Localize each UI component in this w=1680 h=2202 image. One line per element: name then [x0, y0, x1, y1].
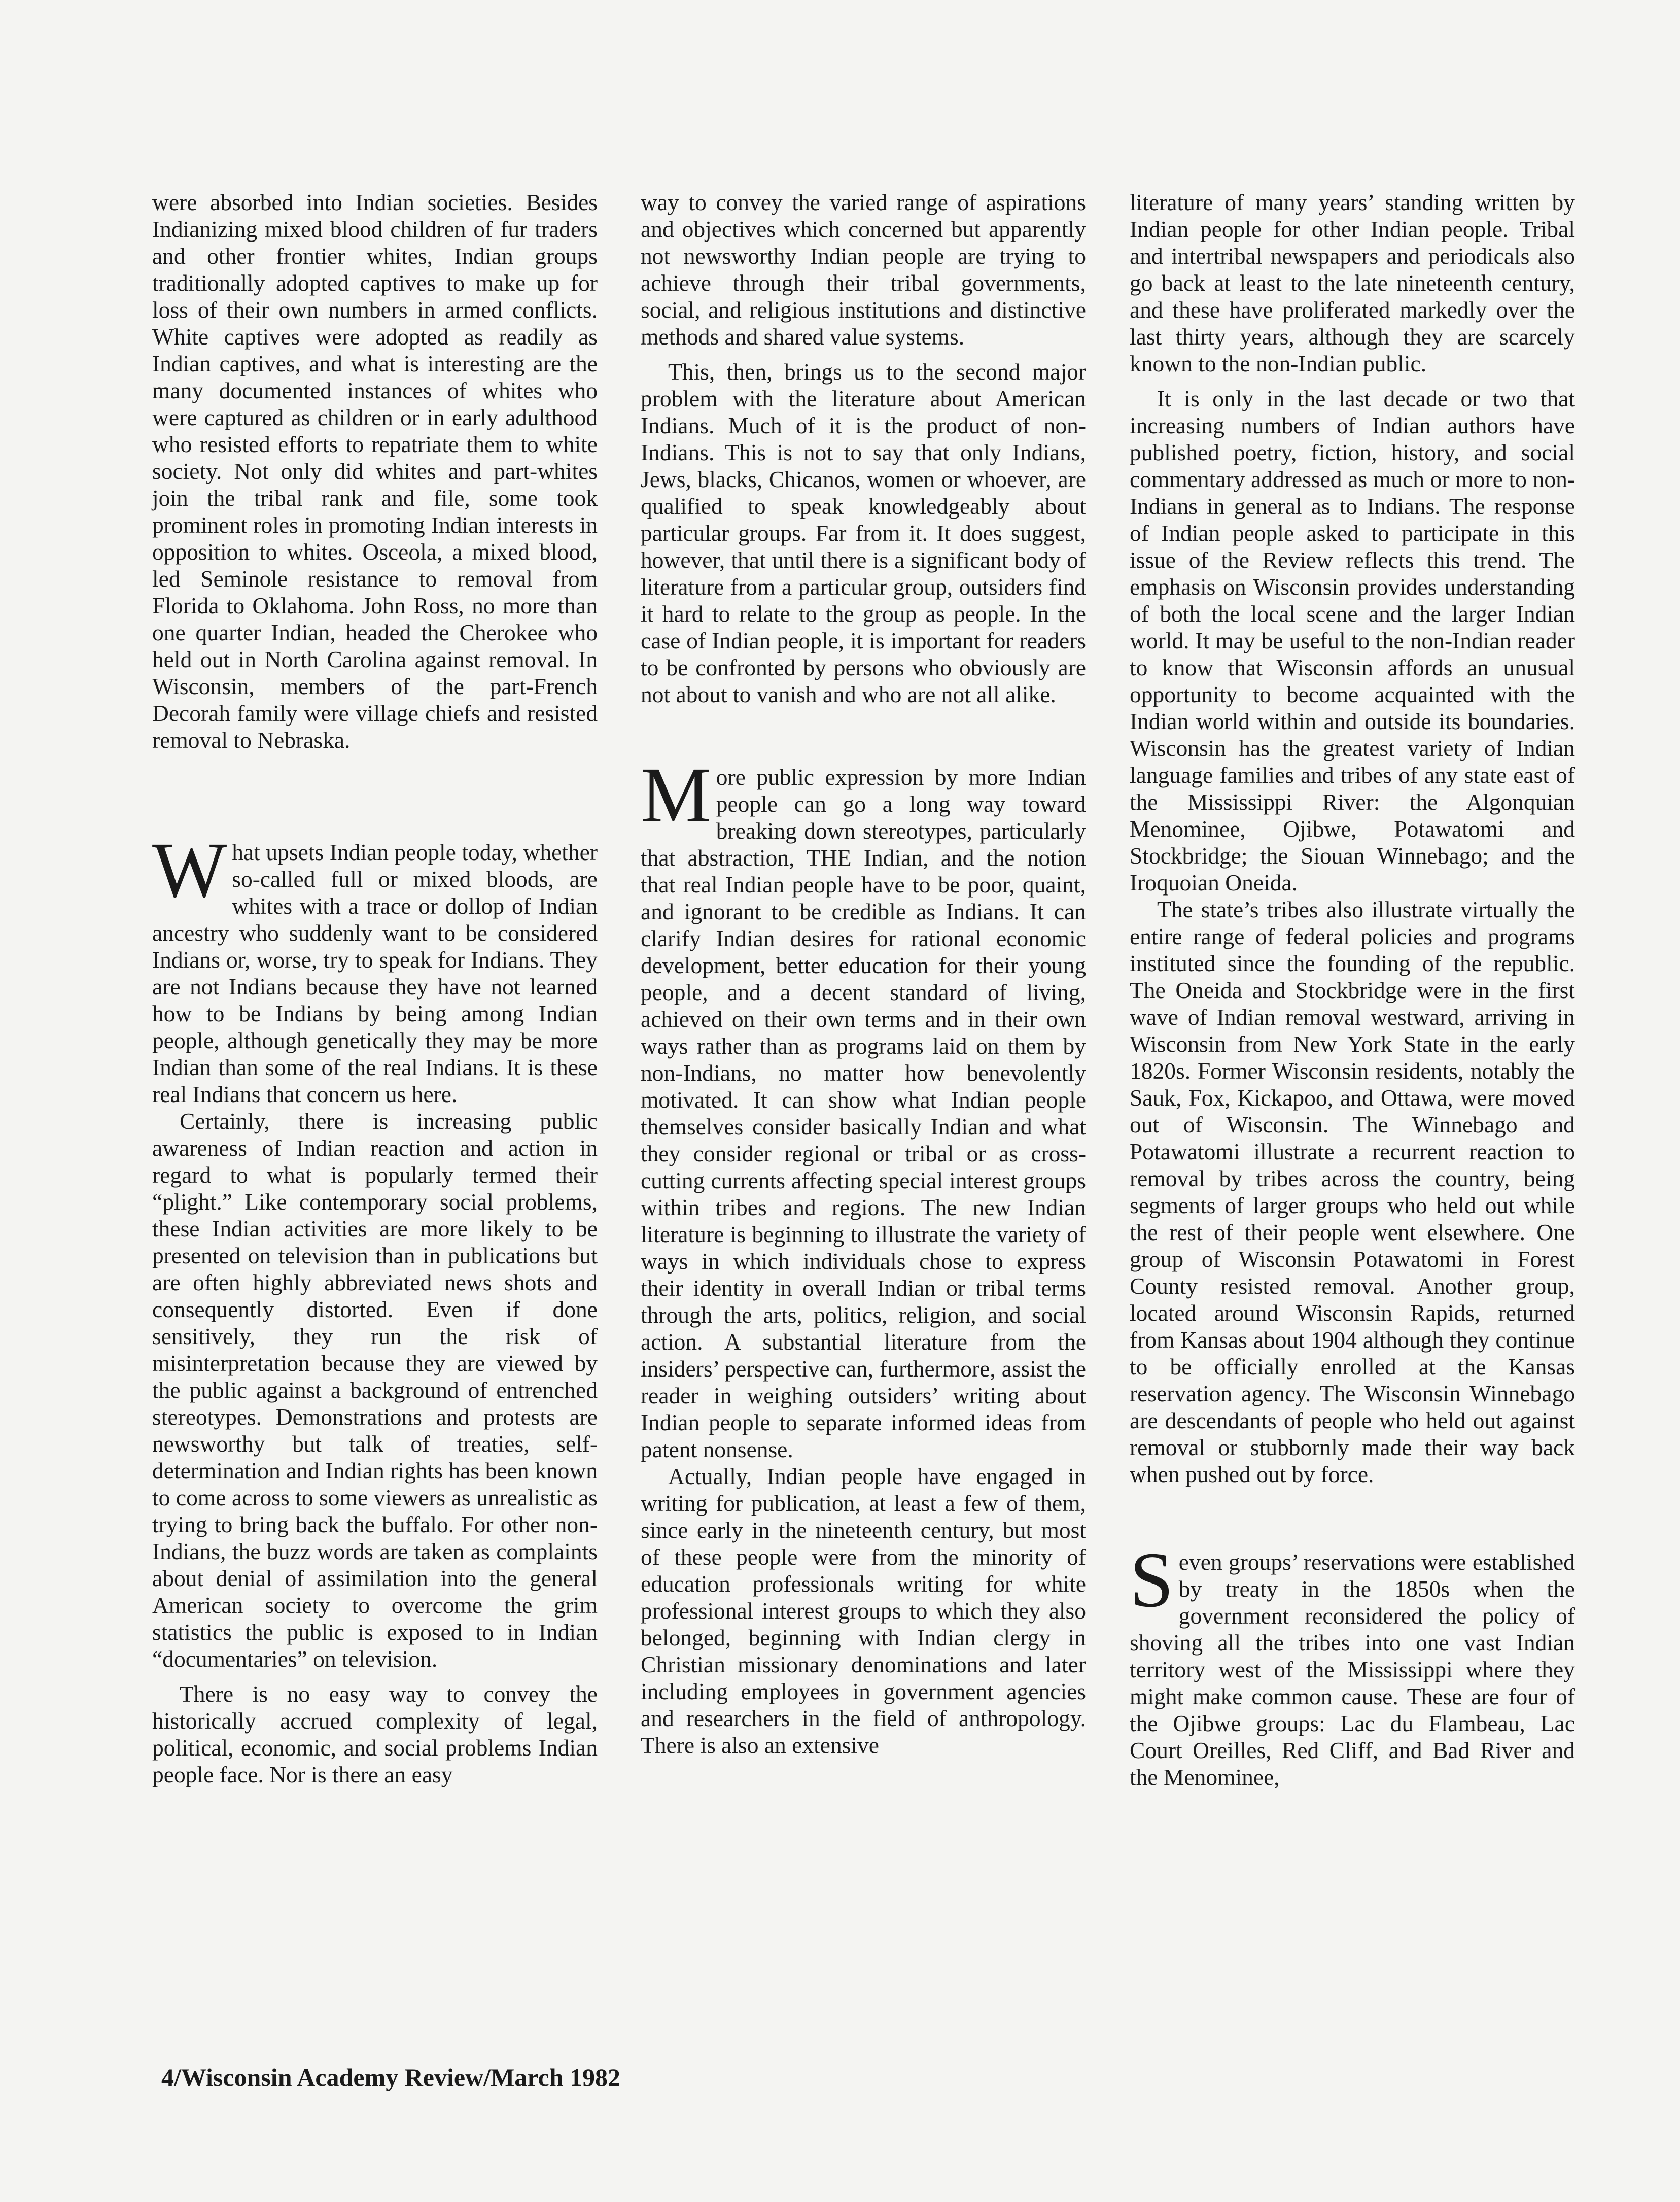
drop-cap: S [1130, 1536, 1174, 1624]
paragraph: The state’s tribes also illustrate virtually the entire range of federal policies and programs instituted since the founding of the republic. The Oneida and Stockbridge were in the first wave of Indian removal westward, arriving in Wisconsin from New York State in the early 1820s. Former Wisconsin residents, notably the Sauk, Fox, Kickapoo, and Ottawa, were moved out of Wisconsin. The Winnebago and Potawatomi illustrate a recurrent reaction to removal by tribes across the country, being segments of larger groups who held out while the rest of their people went elsewhere. One group of Wisconsin Potawatomi in Forest County resisted removal. Another group, located around Wisconsin Rapids, returned from Kansas about 1904 although they continue to be officially enrolled at the Kansas reservation agency. The Wisconsin Winnebago are descendants of people who held out against removal or stubbornly made their way back when pushed out by force. [1130, 897, 1575, 1487]
column-1 [152, 189, 598, 1788]
paragraph: literature of many years’ standing written by Indian people for other Indian people. Tribal and intertribal newspapers and periodicals also go back at least to the late nineteenth century, and these have proliferated markedly over the last thirty years, although they are scarcely known to the non-Indian public. [1130, 189, 1575, 376]
section-opening-paragraph [1130, 1536, 1575, 1791]
page-footer: 4/Wisconsin Academy Review/March 1982 [161, 2063, 621, 2091]
column-2 [641, 189, 1086, 1759]
drop-cap: W [152, 826, 227, 914]
section-opening-paragraph [152, 826, 598, 1108]
paragraph: This, then, brings us to the second major problem with the literature about American Indians. Much of it is the product of non-Indians. This is not to say that only Indians, Jews, blacks, Chicanos, women or whoever, are qualified to speak knowledgeably about particular groups. Far from it. It does suggest, however, that until there is a significant body of literature from a particular group, outsiders find it hard to relate to the group as people. In the case of Indian people, it is important for readers to be confronted by persons who obviously are not about to vanish and who are not all alike. [641, 359, 1086, 707]
section-opening-text: ore public expression by more Indian people can go a long way toward breaking down stereotypes, particularly that abstraction, THE Indian, and the notion that real Indian people have to be poor, quaint, and ignorant to be credible as Indians. It can clarify Indian desires for rational economic development, better education for their young people, and a decent standard of living, achieved on their own terms and in their own ways rather than as programs laid on them by non-Indians, no matter how benevolently motivated. It can show what Indian people themselves consider basically Indian and what they consider regional or tribal or as cross-cutting currents affecting special interest groups within tribes and regions. The new Indian literature is beginning to illustrate the variety of ways in which individuals chose to express their identity in overall Indian or tribal terms through the arts, politics, religion, and social action. A substantial literature from the insiders’ perspective can, furthermore, assist the reader in weighing outsiders’ writing about Indian people to separate informed ideas from patent nonsense. [641, 764, 1086, 1462]
paragraph: There is no easy way to convey the historically accrued complexity of legal, political, economic, and social problems Indian people face. Nor is there an easy [152, 1681, 598, 1787]
column-3 [1130, 189, 1575, 1791]
paragraph: Certainly, there is increasing public awareness of Indian reaction and action in regard to what is popularly termed their “plight.” Like contemporary social problems, these Indian activities are more likely to be presented on television than in publications but are often highly abbreviated news shots and consequently distorted. Even if done sensitively, they run the risk of misinterpretation because they are viewed by the public against a background of entrenched stereotypes. Demonstrations and protests are newsworthy but talk of treaties, self-determination and Indian rights has been known to come across to some viewers as unrealistic as trying to bring back the buffalo. For other non-Indians, the buzz words are taken as complaints about denial of assimilation into the general American society to overcome the grim statistics the public is exposed to in Indian “documentaries” on television. [152, 1108, 598, 1672]
paragraph: were absorbed into Indian societies. Besides Indianizing mixed blood children of fur traders and other frontier whites, Indian groups traditionally adopted captives to make up for loss of their own numbers in armed conflicts. White captives were adopted as readily as Indian captives, and what is interesting are the many documented instances of whites who were captured as children or in early adulthood who resisted efforts to repatriate them to white society. Not only did whites and part-whites join the tribal rank and file, some took prominent roles in promoting Indian interests in opposition to whites. Osceola, a mixed blood, led Seminole resistance to removal from Florida to Oklahoma. John Ross, no more than one quarter Indian, headed the Cherokee who held out in North Carolina against removal. In Wisconsin, members of the part-French Decorah family were village chiefs and resisted removal to Nebraska. [152, 189, 598, 753]
section-opening-paragraph [641, 751, 1086, 1463]
section-opening-text: hat upsets Indian people today, whether so-called full or mixed bloods, are whites with a trace or dollop of Indian ancestry who suddenly want to be considered Indians or, worse, try to speak for Indians. They are not Indians because they have not learned how to be Indians by being among Indian people, although genetically they may be more Indian than some of the real Indians. It is these real Indians that concern us here. [152, 839, 598, 1107]
paragraph: It is only in the last decade or two that increasing numbers of Indian authors have published poetry, fiction, history, and social commentary addressed as much or more to non-Indians in general as to Indians. The response of Indian people asked to participate in this issue of the Review reflects this trend. The emphasis on Wisconsin provides understanding of both the local scene and the larger Indian world. It may be useful to the non-Indian reader to know that Wisconsin affords an unusual opportunity to become acquainted with the Indian world within and outside its boundaries. Wisconsin has the greatest variety of Indian language families and tribes of any state east of the Mississippi River: the Algonquian Menominee, Ojibwe, Potawatomi and Stockbridge; the Siouan Winnebago; and the Iroquoian Oneida. [1130, 386, 1575, 896]
section-spacer [1130, 1488, 1575, 1549]
drop-cap: M [641, 751, 711, 839]
section-opening-text: even groups’ reservations were established by treaty in the 1850s when the government reconsidered the policy of shoving all the tribes into one vast Indian territory west of the Mississippi where they might make common cause. These are four of the Ojibwe groups: Lac du Flambeau, Lac Court Oreilles, Red Cliff, and Bad River and the Menominee, [1130, 1549, 1575, 1790]
paragraph: Actually, Indian people have engaged in writing for publication, at least a few of them, since early in the nineteenth century, but most of these people were from the minority of education professionals writing for white professional interest groups to which they also belonged, beginning with Indian clergy in Christian missionary denominations and later including employees in government agencies and researchers in the field of anthropology. There is also an extensive [641, 1463, 1086, 1758]
paragraph: way to convey the varied range of aspirations and objectives which concerned but apparently not newsworthy Indian people are trying to achieve through their tribal governments, social, and religious institutions and distinctive methods and shared value systems. [641, 189, 1086, 350]
